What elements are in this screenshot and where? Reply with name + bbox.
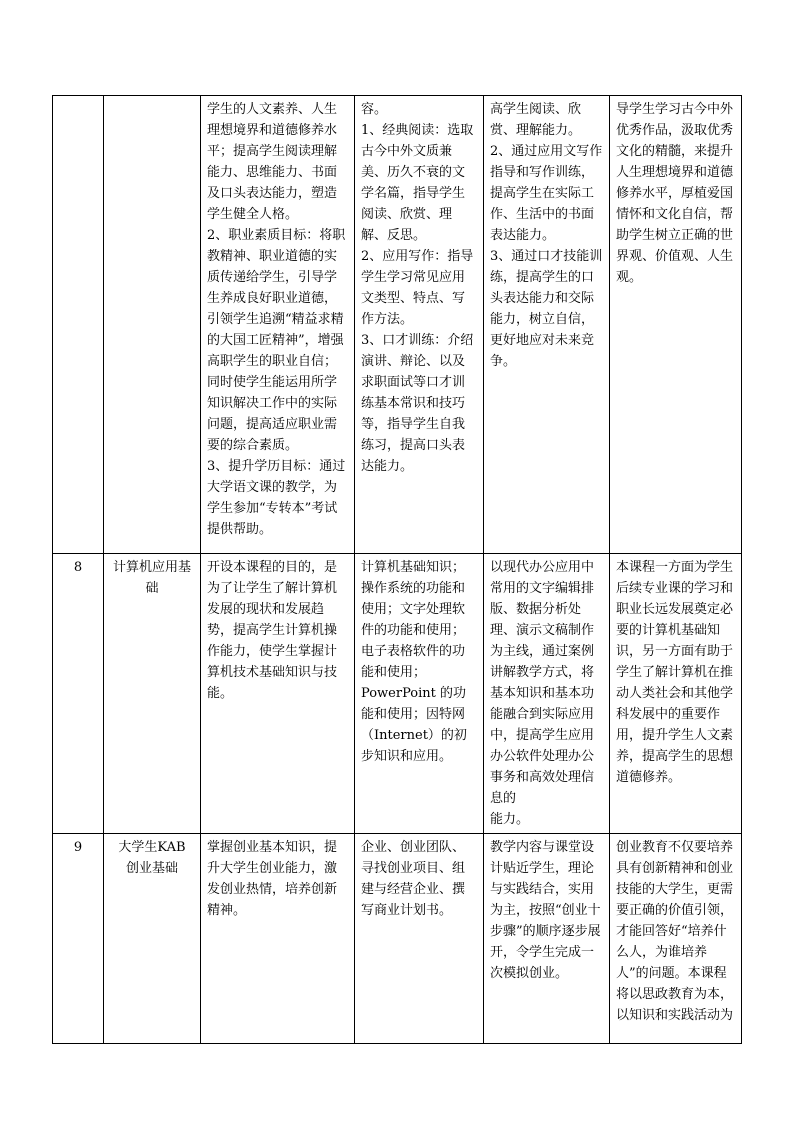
course-objectives: 学生的人文素养、人生理想境界和道德修养水平；提高学生阅读理解能力、思维能力、书面及口头表达能力，塑造学生健全人格。 2、职业素质目标：将职教精神、职业道德的实质传递给学生，引导学生养成良好职业道德，引领学生追溯“精益求精的大国工匠精神”，增强高职学生的职业自信；同时使学生能运用所学知识解决工作中的实际问题，提高适应职业需要的综合素质。 3、提升学历目标：通过大学语文课的教学，为学生参加“专转本”考试提供帮助。	[201, 96, 355, 554]
row-number: 8	[53, 554, 104, 834]
teaching-requirements: 高学生阅读、欣赏、理解能力。 2、通过应用文写作指导和写作训练，提高学生在实际工作、生活中的书面表达能力。 3、通过口才技能训练，提高学生的口头表达能力和交际能力，树立自信，更好地应对未来竞争。	[484, 96, 610, 554]
course-name	[104, 96, 201, 554]
course-objectives: 开设本课程的目的，是为了让学生了解计算机发展的现状和发展趋势，提高学生计算机操作能力，使学生掌握计算机技术基础知识与技能。	[201, 554, 355, 834]
ideological-elements: 导学生学习古今中外优秀作品，汲取优秀文化的精髓，来提升人生理想境界和道德修养水平，厚植爱国情怀和文化自信，帮助学生树立正确的世界观、价值观、人生观。	[610, 96, 742, 554]
course-objectives: 掌握创业基本知识，提升大学生创业能力，激发创业热情，培养创新精神。	[201, 834, 355, 1044]
course-table	[52, 95, 742, 1044]
teaching-requirements: 教学内容与课堂设计贴近学生，理论与实践结合，实用为主，按照“创业十步骤”的顺序逐步展开，令学生完成一次模拟创业。	[484, 834, 610, 1044]
ideological-elements: 本课程一方面为学生后续专业课的学习和职业长远发展奠定必要的计算机基础知识，另一方面有助于学生了解计算机在推动人类社会和其他学科发展中的重要作用，提升学生人文素养，提高学生的思想道德修养。	[610, 554, 742, 834]
course-name: 计算机应用基础	[104, 554, 201, 834]
course-content: 企业、创业团队、寻找创业项目、组建与经营企业、撰写商业计划书。	[355, 834, 484, 1044]
course-name: 大学生KAB 创业基础	[104, 834, 201, 1044]
ideological-elements: 创业教育不仅要培养具有创新精神和创业技能的大学生，更需要正确的价值引领，才能回答好“培养什么人，为谁培养人”的问题。本课程将以思政教育为本，以知识和实践活动为	[610, 834, 742, 1044]
row-number	[53, 96, 104, 554]
table-row	[53, 554, 742, 834]
course-content: 计算机基础知识；操作系统的功能和使用；文字处理软件的功能和使用；电子表格软件的功能和使用；PowerPoint 的功能和使用；因特网（Internet）的初步知识和应用。	[355, 554, 484, 834]
table-row	[53, 96, 742, 554]
row-number: 9	[53, 834, 104, 1044]
table-row	[53, 834, 742, 1044]
course-content: 容。 1、经典阅读：选取古今中外文质兼美、历久不衰的文学名篇，指导学生阅读、欣赏、理解、反思。 2、应用写作：指导学生学习常见应用文类型、特点、写作方法。 3、口才训练：介绍演讲、辩论、以及求职面试等口才训练基本常识和技巧等，指导学生自我练习，提高口头表达能力。	[355, 96, 484, 554]
teaching-requirements: 以现代办公应用中常用的文字编辑排版、数据分析处理、演示文稿制作为主线，通过案例讲解教学方式，将基本知识和基本功能融合到实际应用中，提高学生应用办公软件处理办公事务和高效处理信息的 能力。	[484, 554, 610, 834]
